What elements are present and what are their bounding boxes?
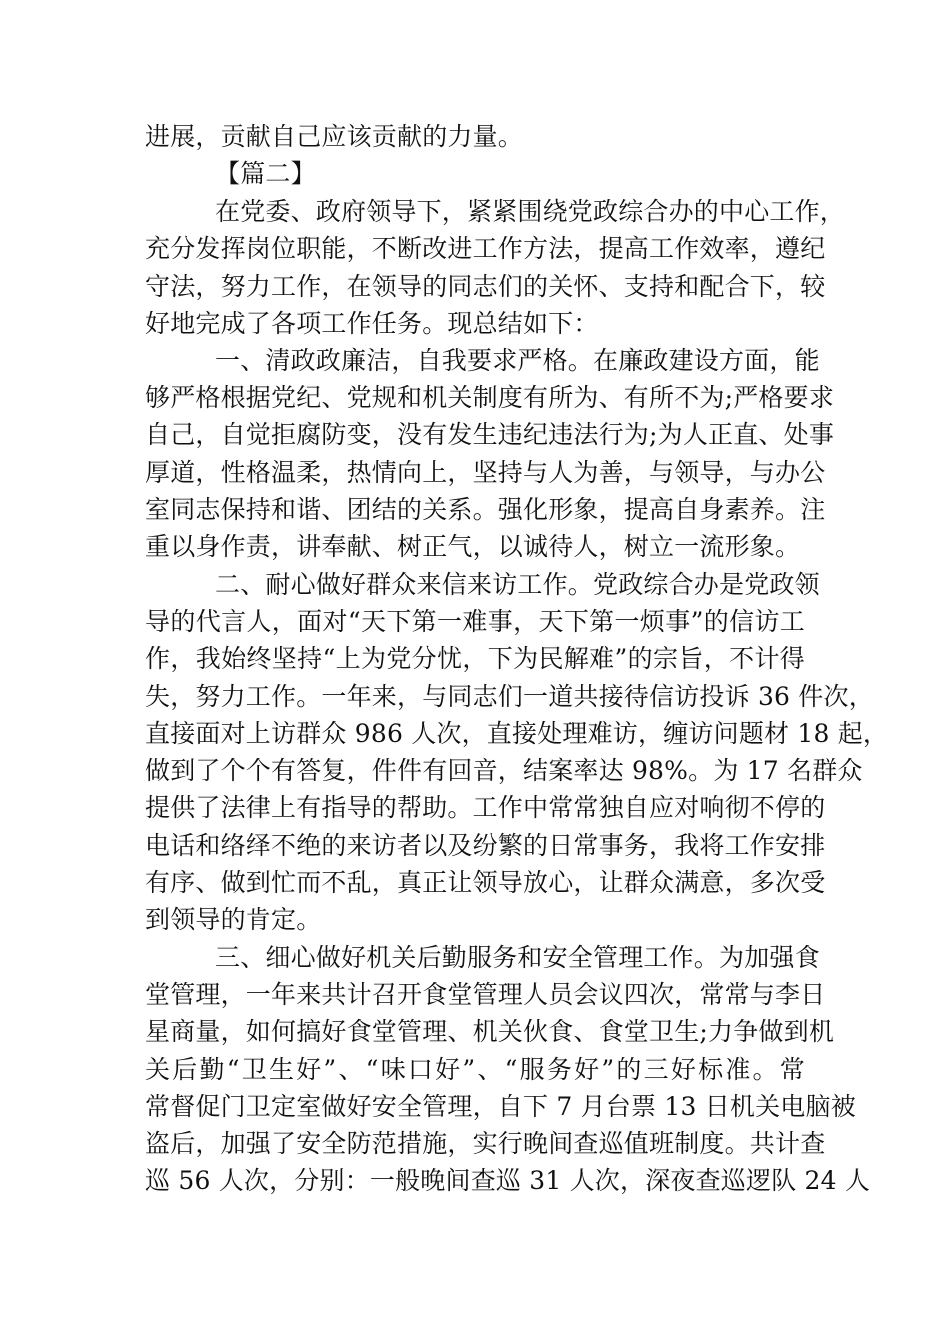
paragraph-line: 重以身作责，讲奉献、树正气，以诚待人，树立一流形象。 — [145, 532, 801, 561]
paragraph-line: 守法，努力工作，在领导的同志们的关怀、支持和配合下，较 — [145, 272, 826, 301]
paragraph-line: 有序、做到忙而不乱，真正让领导放心，让群众满意，多次受 — [145, 868, 826, 897]
paragraph-line: 在党委、政府领导下，紧紧围绕党政综合办的中心工作， — [215, 197, 846, 226]
section-heading: 【篇二】 — [215, 159, 316, 188]
paragraph-line: 够严格根据党纪、党规和机关制度有所为、有所不为;严格要求 — [145, 383, 835, 412]
paragraph-line: 一、清政政廉洁，自我要求严格。在廉政建设方面，能 — [215, 346, 820, 375]
paragraph-line: 电话和络绎不绝的来访者以及纷繁的日常事务，我将工作安排 — [145, 831, 826, 860]
paragraph-line: 作，我始终坚持“上为党分忧，下为民解难”的宗旨，不计得 — [145, 644, 805, 673]
paragraph-line: 室同志保持和谐、团结的关系。强化形象，提高自身素养。注 — [145, 495, 826, 524]
paragraph-line: 巡 56 人次，分别：一般晚间查巡 31 人次，深夜查巡逻队 24 人 — [145, 1166, 871, 1195]
paragraph-line: 自己，自觉拒腐防变，没有发生违纪违法行为;为人正直、处事 — [145, 420, 835, 449]
paragraph-line: 关后勤“卫生好”、“味口好”、“服务好”的三好标准。常 — [145, 1055, 805, 1084]
paragraph-line: 常督促门卫定室做好安全管理，自下 7 月台票 13 日机关电脑被 — [145, 1092, 856, 1121]
paragraph-line: 提供了法律上有指导的帮助。工作中常常独自应对响彻不停的 — [145, 793, 826, 822]
paragraph-line: 导的代言人，面对“天下第一难事，天下第一烦事”的信访工 — [145, 607, 805, 636]
paragraph-line: 厚道，性格温柔，热情向上，坚持与人为善，与领导，与办公 — [145, 458, 826, 487]
paragraph-line: 进展，贡献自己应该贡献的力量。 — [145, 122, 524, 151]
paragraph-line: 堂管理，一年来共计召开食堂管理人员会议四次，常常与李日 — [145, 980, 826, 1009]
paragraph-line: 盗后，加强了安全防范措施，实行晚间查巡值班制度。共计查 — [145, 1129, 826, 1158]
paragraph-line: 二、耐心做好群众来信来访工作。党政综合办是党政领 — [215, 570, 820, 599]
paragraph-line: 做到了个个有答复，件件有回音，结案率达 98%。为 17 名群众 — [145, 756, 863, 785]
paragraph-line: 到领导的肯定。 — [145, 905, 322, 934]
paragraph-line: 三、细心做好机关后勤服务和安全管理工作。为加强食 — [215, 943, 820, 972]
paragraph-line: 充分发挥岗位职能，不断改进工作方法，提高工作效率，遵纪 — [145, 234, 826, 263]
paragraph-line: 好地完成了各项工作任务。现总结如下： — [145, 309, 599, 338]
paragraph-line: 直接面对上访群众 986 人次，直接处理难访，缠访问题材 18 起， — [145, 719, 889, 748]
paragraph-line: 星商量，如何搞好食堂管理、机关伙食、食堂卫生;力争做到机 — [145, 1017, 835, 1046]
paragraph-line: 失，努力工作。一年来，与同志们一道共接待信访投诉 36 件次， — [145, 682, 874, 711]
